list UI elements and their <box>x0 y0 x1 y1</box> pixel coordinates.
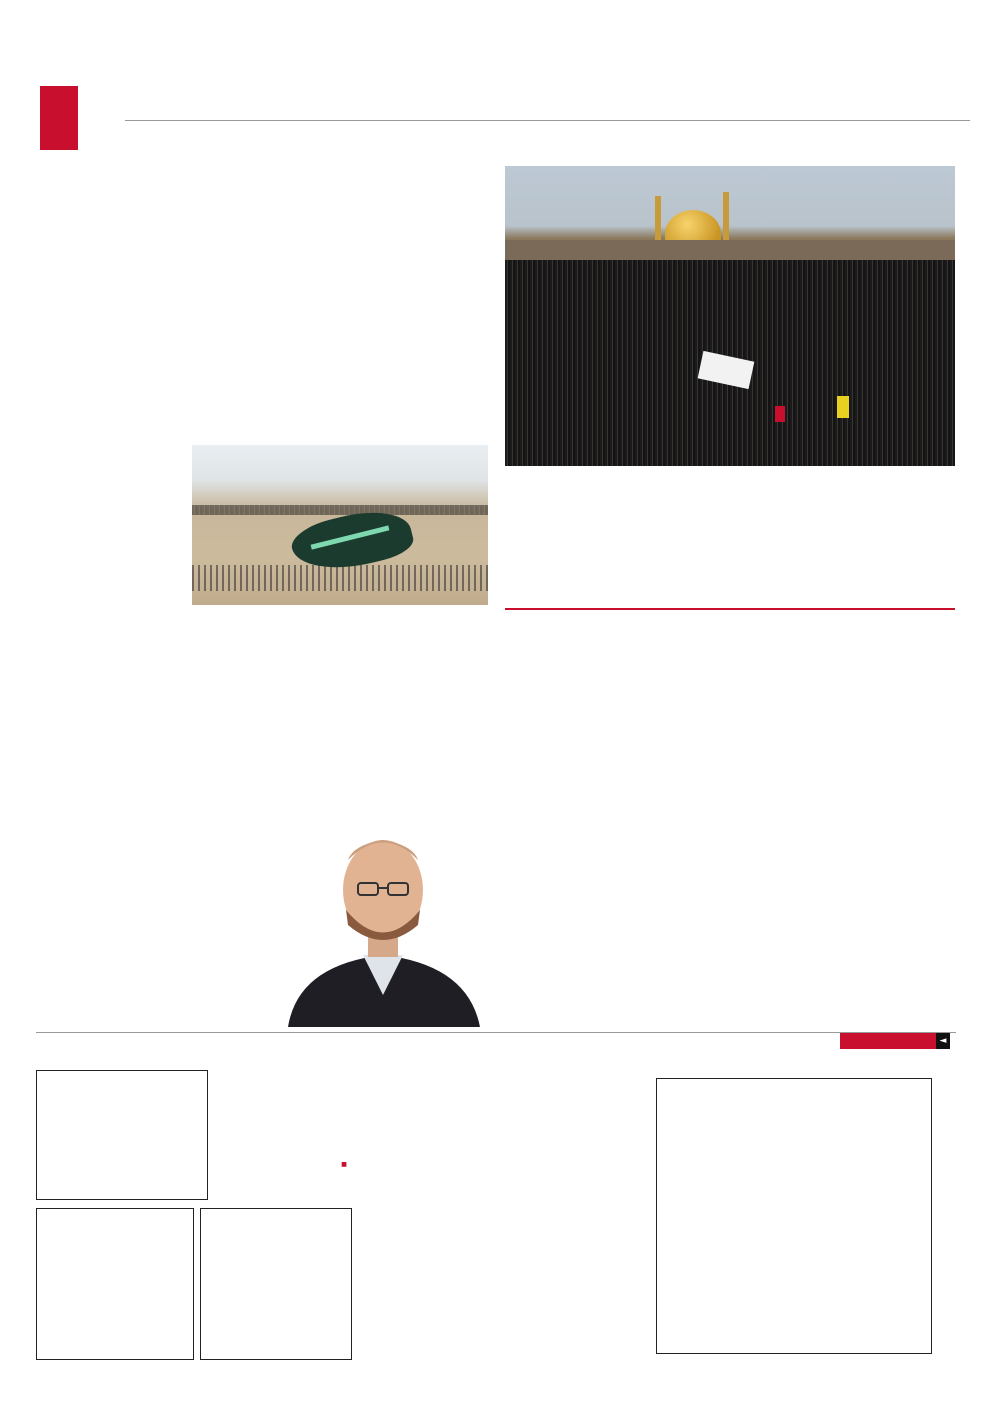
text-column-b3 <box>36 718 182 1026</box>
crossword-row-numbers <box>938 1083 952 1351</box>
header-rule <box>125 120 970 121</box>
crossword-cells <box>656 1078 932 1354</box>
text-column-c3 <box>505 790 648 1022</box>
newspaper-logo <box>40 86 78 150</box>
karbala-shrine-photo <box>505 166 955 466</box>
crossword-answer-number: ■ <box>341 1161 347 1168</box>
crossword-grid <box>656 1078 932 1354</box>
text-column-c1 <box>812 790 955 1022</box>
arrow-icon: ◄ <box>936 1033 950 1049</box>
sudoku-grid <box>36 1070 208 1200</box>
text-column-b1 <box>348 618 494 828</box>
text-column-a3 <box>36 168 182 710</box>
pilgrims-desert-photo <box>192 445 488 605</box>
crossword-answer-grid <box>200 1208 352 1360</box>
crossword-answer-info <box>222 1160 347 1171</box>
text-column-c2 <box>659 790 802 1022</box>
portrait-illustration <box>268 805 498 1027</box>
section-divider <box>36 1032 956 1033</box>
interviewee-photo <box>268 805 498 1027</box>
headline-rule <box>505 608 955 610</box>
crossword-section-label <box>840 1033 950 1049</box>
sudoku-answer-grid <box>36 1208 194 1360</box>
article-intro <box>505 628 955 778</box>
text-column-b2b <box>192 830 262 1026</box>
text-column-a1 <box>348 168 494 440</box>
masthead <box>0 0 992 150</box>
text-column-b2 <box>192 618 338 828</box>
text-column-a2 <box>192 168 338 440</box>
